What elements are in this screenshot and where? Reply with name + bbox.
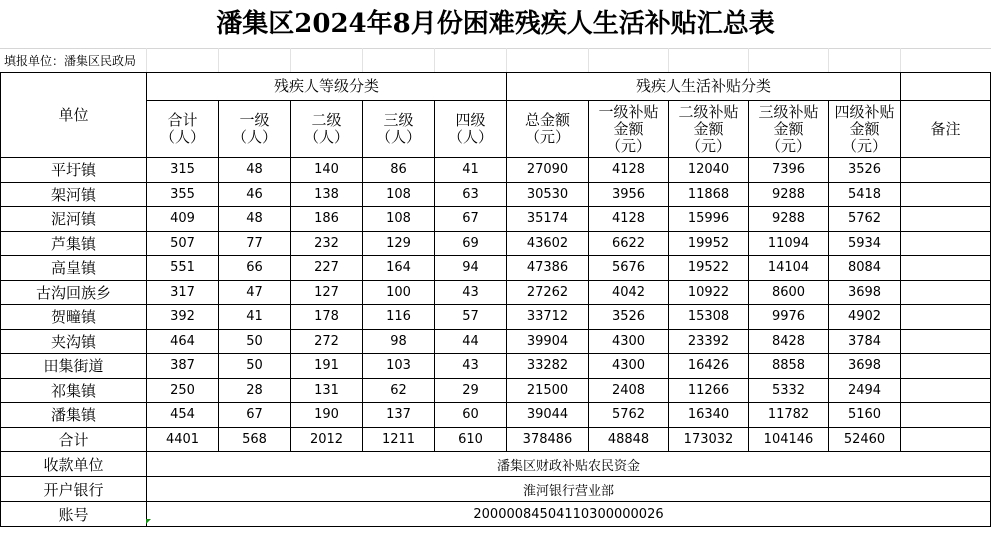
table-cell: 551	[147, 256, 219, 281]
table-cell: 129	[363, 231, 435, 256]
header-col-line: （人）	[447, 128, 493, 146]
table-cell: 100	[363, 280, 435, 305]
table-cell: 16426	[669, 354, 749, 379]
table-row	[1, 305, 991, 330]
table-cell: 41	[219, 305, 291, 330]
table-row	[1, 403, 991, 428]
table-cell: 50	[219, 354, 291, 379]
table-cell: 62	[363, 378, 435, 403]
table-cell: 164	[363, 256, 435, 281]
row-unit-name: 高皇镇	[1, 256, 147, 281]
table-cell: 108	[363, 207, 435, 232]
table-cell: 57	[435, 305, 507, 330]
header-col-line: 三级补贴	[758, 102, 819, 121]
table-cell: 131	[291, 378, 363, 403]
table-cell: 15308	[669, 305, 749, 330]
table-cell: 43	[435, 354, 507, 379]
table-cell: 67	[435, 207, 507, 232]
table-cell: 355	[147, 182, 219, 207]
table-cell: 137	[363, 403, 435, 428]
header-col-line: 四级补贴	[834, 102, 895, 121]
header-col-6	[589, 101, 669, 158]
header-col-4	[435, 101, 507, 158]
table-cell: 138	[291, 182, 363, 207]
table-cell: 21500	[507, 378, 589, 403]
table-cell: 10922	[669, 280, 749, 305]
table-cell: 3784	[829, 329, 901, 354]
header-col-line: 金额	[773, 119, 804, 138]
footer-row	[1, 477, 991, 502]
table-cell: 507	[147, 231, 219, 256]
header-remark-top	[901, 73, 991, 101]
table-cell: 43	[435, 280, 507, 305]
header-col-line: 一级补贴	[598, 102, 659, 121]
table-cell: 191	[291, 354, 363, 379]
header-col-5	[507, 101, 589, 158]
row-unit-name: 平圩镇	[1, 158, 147, 183]
table-cell: 3956	[589, 182, 669, 207]
table-cell: 7396	[749, 158, 829, 183]
table-cell: 5160	[829, 403, 901, 428]
table-row	[1, 354, 991, 379]
remark-cell	[901, 182, 991, 207]
table-cell: 5676	[589, 256, 669, 281]
row-unit-name: 夹沟镇	[1, 329, 147, 354]
table-cell: 8428	[749, 329, 829, 354]
row-unit-name: 祁集镇	[1, 378, 147, 403]
row-unit-name: 合计	[1, 427, 147, 452]
table-cell: 14104	[749, 256, 829, 281]
remark-cell	[901, 256, 991, 281]
remark-cell	[901, 427, 991, 452]
row-unit-name: 贺疃镇	[1, 305, 147, 330]
table-cell: 86	[363, 158, 435, 183]
table-row	[1, 158, 991, 183]
remark-cell	[901, 354, 991, 379]
header-grade-group: 残疾人等级分类	[147, 73, 507, 101]
header-subsidy-group: 残疾人生活补贴分类	[507, 73, 901, 101]
footer-value: 淮河银行营业部	[147, 477, 991, 502]
table-cell: 108	[363, 182, 435, 207]
table-cell: 232	[291, 231, 363, 256]
table-cell: 4300	[589, 329, 669, 354]
remark-cell	[901, 280, 991, 305]
table-row	[1, 378, 991, 403]
header-unit: 单位	[1, 73, 147, 158]
table-cell: 140	[291, 158, 363, 183]
table-cell: 6622	[589, 231, 669, 256]
table-cell: 39044	[507, 403, 589, 428]
remark-cell	[901, 329, 991, 354]
table-cell: 315	[147, 158, 219, 183]
table-cell: 48848	[589, 427, 669, 452]
remark-cell	[901, 207, 991, 232]
table-row	[1, 329, 991, 354]
header-col-line: 二级	[311, 111, 342, 129]
table-cell: 3698	[829, 280, 901, 305]
table-cell: 46	[219, 182, 291, 207]
row-unit-name: 架河镇	[1, 182, 147, 207]
table-cell: 103	[363, 354, 435, 379]
header-row-groups	[1, 73, 991, 101]
table-cell: 392	[147, 305, 219, 330]
header-col-line: （人）	[231, 128, 277, 146]
footer-value: 20000084504110300000026	[147, 502, 991, 527]
table-row	[1, 231, 991, 256]
table-cell: 8858	[749, 354, 829, 379]
table-cell: 77	[219, 231, 291, 256]
table-cell: 19952	[669, 231, 749, 256]
footer-value: 潘集区财政补贴农民资金	[147, 452, 991, 477]
header-col-line: 总金额	[524, 111, 570, 129]
table-cell: 43602	[507, 231, 589, 256]
table-cell: 378486	[507, 427, 589, 452]
table-cell: 23392	[669, 329, 749, 354]
table-cell: 4300	[589, 354, 669, 379]
table-cell: 60	[435, 403, 507, 428]
table-cell: 317	[147, 280, 219, 305]
table-cell: 8084	[829, 256, 901, 281]
header-col-2	[291, 101, 363, 158]
table-cell: 190	[291, 403, 363, 428]
table-cell: 116	[363, 305, 435, 330]
table-cell: 33712	[507, 305, 589, 330]
table-cell: 9288	[749, 207, 829, 232]
header-col-line: 金额	[849, 119, 880, 138]
table-cell: 178	[291, 305, 363, 330]
footer-label: 账号	[1, 502, 147, 527]
remark-cell	[901, 305, 991, 330]
remark-cell	[901, 158, 991, 183]
table-cell: 35174	[507, 207, 589, 232]
table-cell: 3526	[589, 305, 669, 330]
footer-row	[1, 452, 991, 477]
table-cell: 27090	[507, 158, 589, 183]
table-row	[1, 427, 991, 452]
table-cell: 19522	[669, 256, 749, 281]
table-cell: 2408	[589, 378, 669, 403]
table-cell: 11094	[749, 231, 829, 256]
table-cell: 250	[147, 378, 219, 403]
fill-unit-label: 填报单位：潘集区民政局	[4, 54, 137, 68]
header-col-line: （元）	[524, 128, 570, 146]
table-cell: 67	[219, 403, 291, 428]
table-cell: 5762	[829, 207, 901, 232]
table-row	[1, 182, 991, 207]
table-cell: 227	[291, 256, 363, 281]
table-cell: 4902	[829, 305, 901, 330]
header-remark: 备注	[901, 101, 991, 158]
header-col-line: （人）	[159, 128, 205, 146]
table-cell: 2494	[829, 378, 901, 403]
table-cell: 11782	[749, 403, 829, 428]
table-cell: 4128	[589, 207, 669, 232]
header-col-line: （人）	[375, 128, 421, 146]
header-col-line: 一级	[239, 111, 270, 129]
header-col-line: 二级补贴	[678, 102, 739, 121]
table-cell: 39904	[507, 329, 589, 354]
table-cell: 5418	[829, 182, 901, 207]
header-col-8	[749, 101, 829, 158]
table-cell: 69	[435, 231, 507, 256]
header-row-columns	[1, 101, 991, 158]
fill-unit-row	[0, 48, 991, 71]
header-col-line: 合计	[167, 111, 198, 129]
header-col-9	[829, 101, 901, 158]
header-col-line: （元）	[605, 136, 651, 155]
table-cell: 16340	[669, 403, 749, 428]
table-cell: 98	[363, 329, 435, 354]
table-cell: 27262	[507, 280, 589, 305]
row-unit-name: 芦集镇	[1, 231, 147, 256]
table-cell: 1211	[363, 427, 435, 452]
cell-comment-marker	[146, 519, 151, 524]
footer-label: 开户银行	[1, 477, 147, 502]
table-cell: 47386	[507, 256, 589, 281]
footer-label: 收款单位	[1, 452, 147, 477]
table-cell: 127	[291, 280, 363, 305]
table-cell: 15996	[669, 207, 749, 232]
table-cell: 11868	[669, 182, 749, 207]
remark-cell	[901, 231, 991, 256]
table-cell: 41	[435, 158, 507, 183]
table-row	[1, 256, 991, 281]
header-col-1	[219, 101, 291, 158]
header-col-line: 四级	[455, 111, 486, 129]
header-col-line: 金额	[693, 119, 724, 138]
table-cell: 4401	[147, 427, 219, 452]
header-col-line: （元）	[765, 136, 811, 155]
table-row	[1, 280, 991, 305]
table-cell: 5934	[829, 231, 901, 256]
table-cell: 186	[291, 207, 363, 232]
table-cell: 464	[147, 329, 219, 354]
table-cell: 44	[435, 329, 507, 354]
table-cell: 3698	[829, 354, 901, 379]
table-cell: 610	[435, 427, 507, 452]
table-cell: 47	[219, 280, 291, 305]
row-unit-name: 古沟回族乡	[1, 280, 147, 305]
table-cell: 50	[219, 329, 291, 354]
table-cell: 5762	[589, 403, 669, 428]
remark-cell	[901, 378, 991, 403]
table-cell: 5332	[749, 378, 829, 403]
table-cell: 94	[435, 256, 507, 281]
table-cell: 48	[219, 158, 291, 183]
table-cell: 3526	[829, 158, 901, 183]
header-col-line: 三级	[383, 111, 414, 129]
remark-cell	[901, 403, 991, 428]
table-cell: 28	[219, 378, 291, 403]
table-cell: 66	[219, 256, 291, 281]
table-row	[1, 207, 991, 232]
table-cell: 30530	[507, 182, 589, 207]
table-cell: 63	[435, 182, 507, 207]
table-cell: 9976	[749, 305, 829, 330]
table-cell: 454	[147, 403, 219, 428]
header-col-line: （人）	[303, 128, 349, 146]
row-unit-name: 泥河镇	[1, 207, 147, 232]
header-col-line: （元）	[685, 136, 731, 155]
table-cell: 11266	[669, 378, 749, 403]
header-col-line: 金额	[613, 119, 644, 138]
table-cell: 8600	[749, 280, 829, 305]
row-unit-name: 潘集镇	[1, 403, 147, 428]
table-cell: 12040	[669, 158, 749, 183]
header-col-7	[669, 101, 749, 158]
table-cell: 568	[219, 427, 291, 452]
table-cell: 33282	[507, 354, 589, 379]
page-title: 潘集区2024年8月份困难残疾人生活补贴汇总表	[216, 9, 775, 39]
row-unit-name: 田集街道	[1, 354, 147, 379]
table-cell: 52460	[829, 427, 901, 452]
table-cell: 2012	[291, 427, 363, 452]
table-cell: 387	[147, 354, 219, 379]
table-cell: 4128	[589, 158, 669, 183]
table-cell: 48	[219, 207, 291, 232]
header-col-3	[363, 101, 435, 158]
table-cell: 409	[147, 207, 219, 232]
table-cell: 272	[291, 329, 363, 354]
table-cell: 4042	[589, 280, 669, 305]
header-col-line: （元）	[841, 136, 887, 155]
table-cell: 104146	[749, 427, 829, 452]
subsidy-summary-table	[0, 72, 991, 527]
table-cell: 29	[435, 378, 507, 403]
table-cell: 9288	[749, 182, 829, 207]
table-cell: 173032	[669, 427, 749, 452]
header-col-0	[147, 101, 219, 158]
